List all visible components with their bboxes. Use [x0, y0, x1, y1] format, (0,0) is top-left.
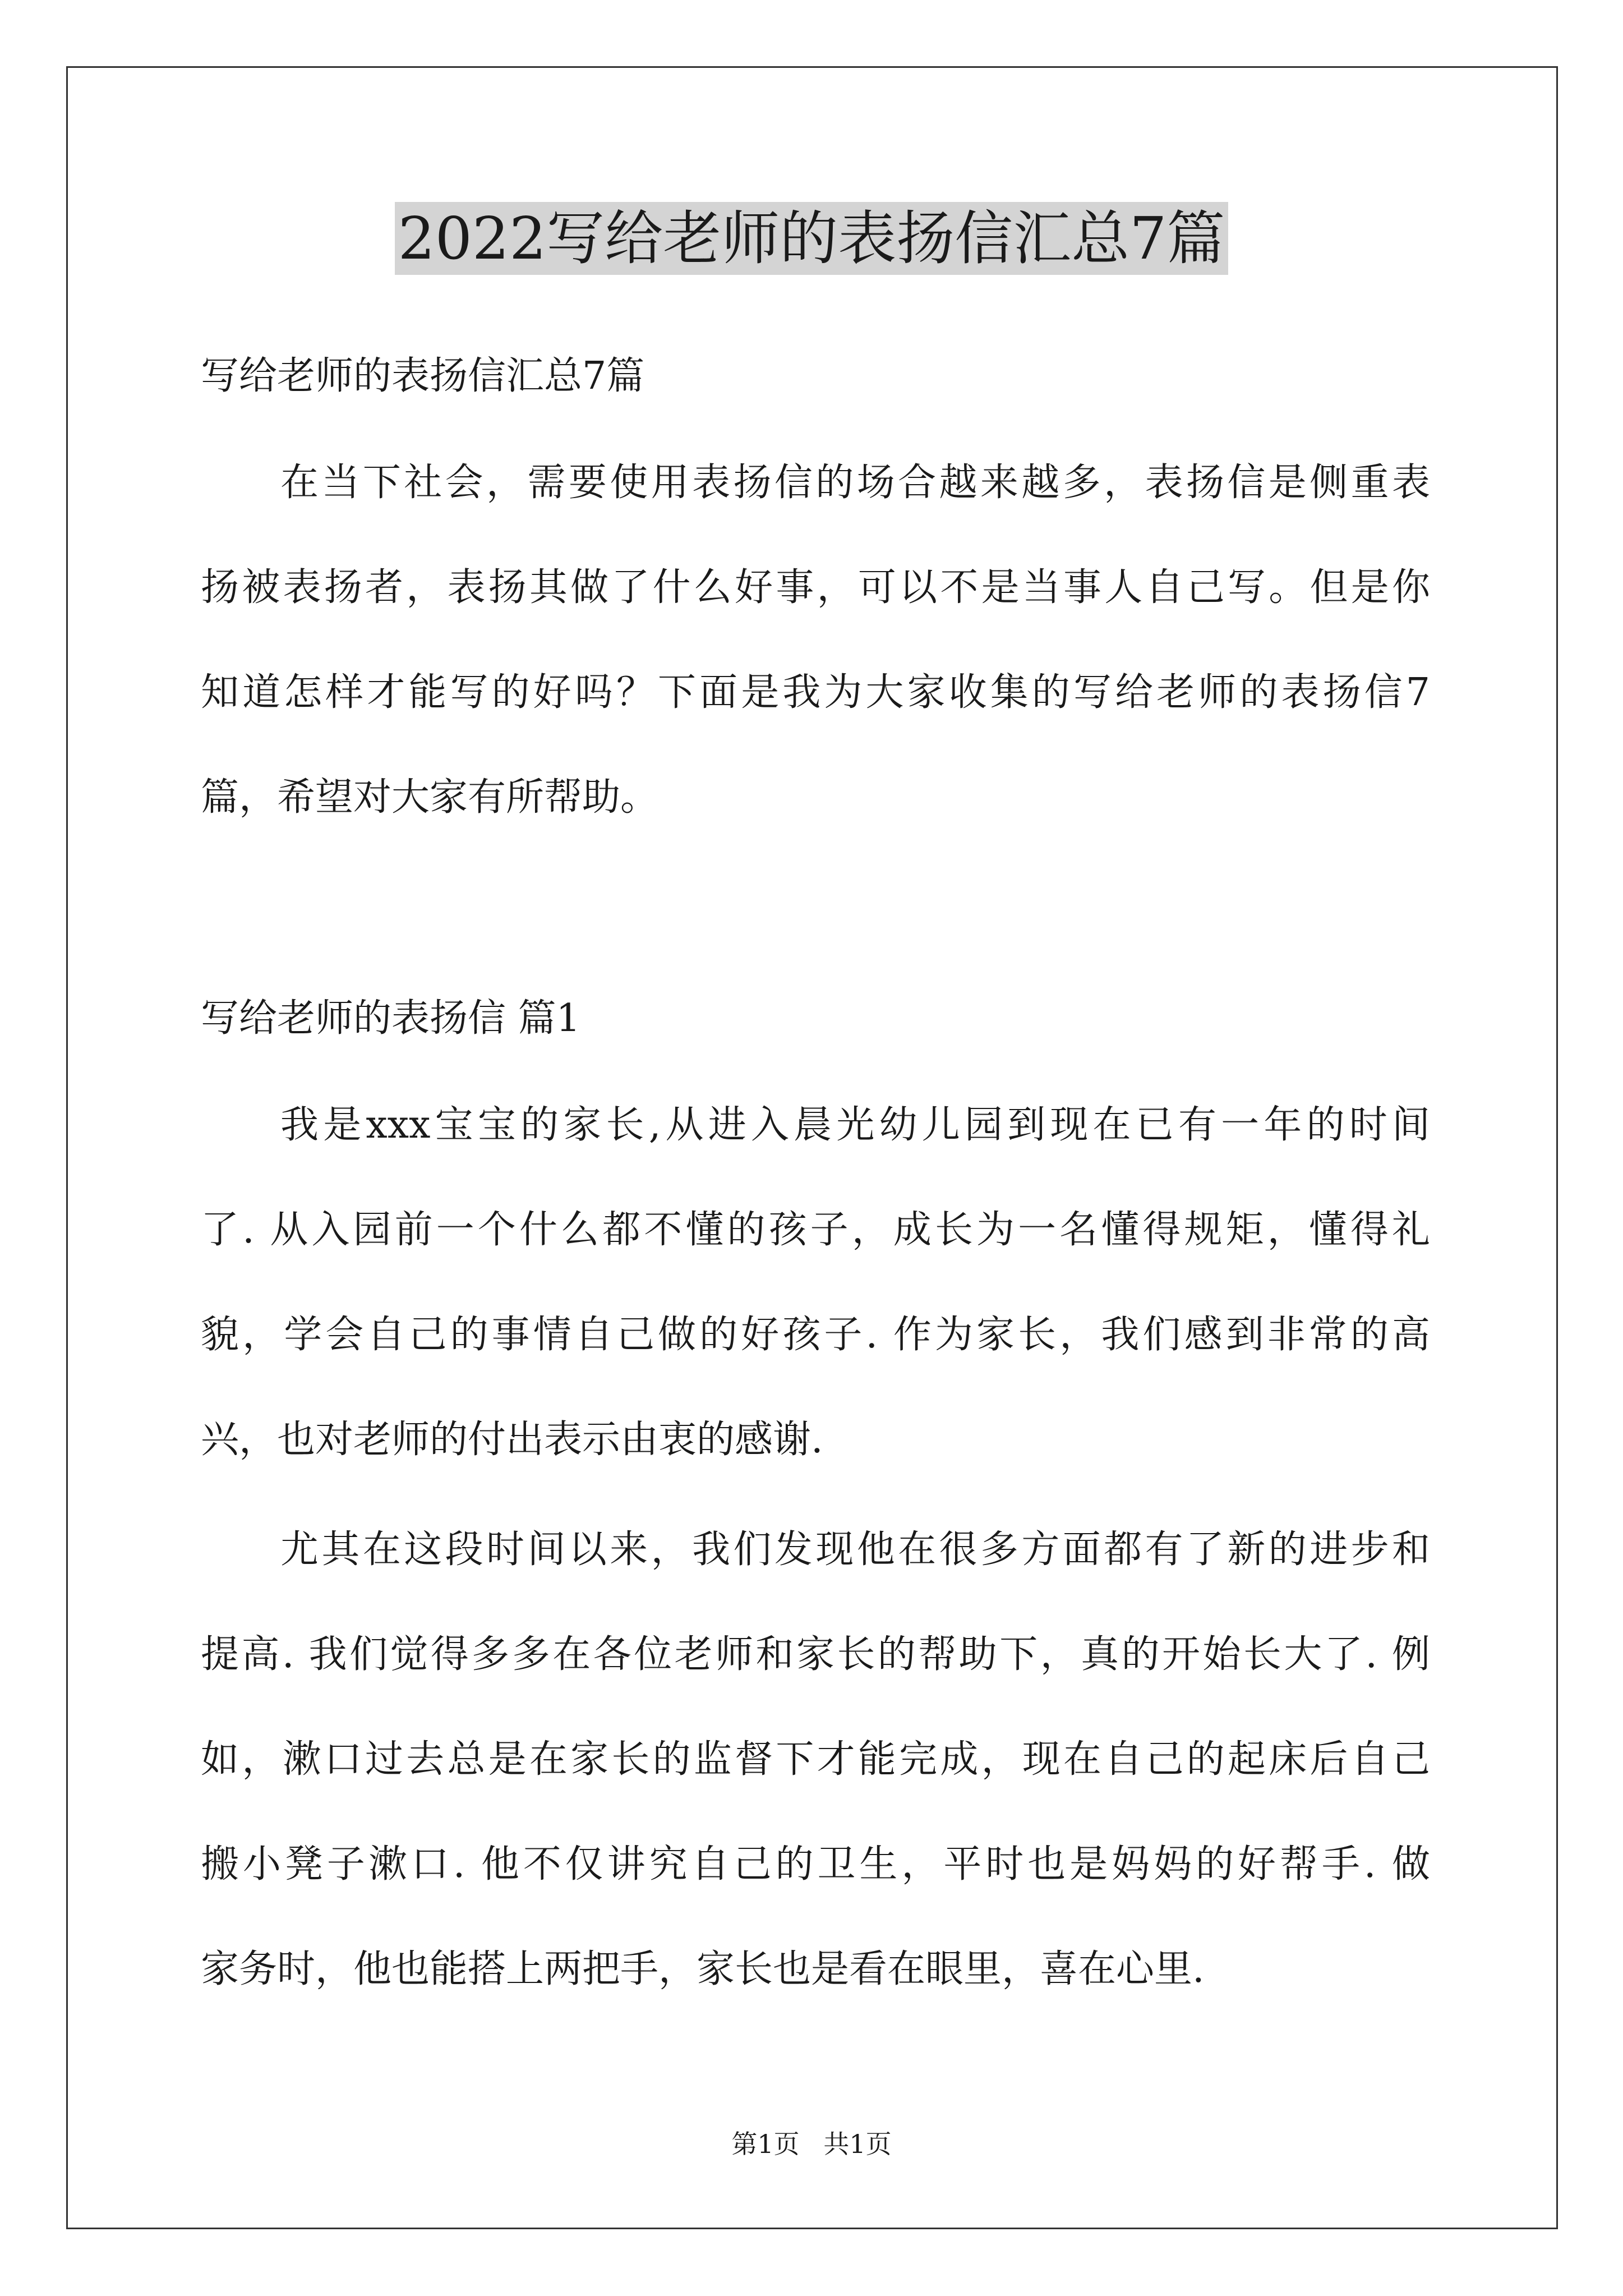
page-footer	[0, 2127, 1623, 2161]
document-subtitle: 写给老师的表扬信汇总7篇	[201, 354, 645, 398]
page-number: 第1页	[731, 2129, 800, 2159]
para2-line-2: 提高. 我们觉得多多在各位老师和家长的帮助下，真的开始长大了. 例	[201, 1632, 1430, 1677]
para2-line-4: 搬小凳子漱口. 他不仅讲究自己的卫生，平时也是妈妈的好帮手. 做	[201, 1842, 1430, 1887]
para2-line-3: 如，漱口过去总是在家长的监督下才能完成，现在自己的起床后自己	[201, 1737, 1430, 1782]
para1-line-4: 兴，也对老师的付出表示由衷的感谢.	[201, 1418, 823, 1462]
intro-line-4: 篇，希望对大家有所帮助。	[201, 775, 659, 820]
intro-line-2: 扬被表扬者，表扬其做了什么好事，可以不是当事人自己写。但是你	[201, 565, 1430, 610]
document-title	[0, 199, 1623, 278]
document-title-text: 2022写给老师的表扬信汇总7篇	[395, 202, 1229, 275]
para2-line-1: 尤其在这段时间以来，我们发现他在很多方面都有了新的进步和	[280, 1527, 1430, 1572]
para1-line-2: 了. 从入园前一个什么都不懂的孩子，成长为一名懂得规矩，懂得礼	[201, 1208, 1430, 1252]
para1-line-3: 貌，学会自己的事情自己做的好孩子. 作为家长，我们感到非常的高	[201, 1313, 1430, 1357]
section-heading: 写给老师的表扬信 篇1	[201, 996, 580, 1041]
para2-line-5: 家务时，他也能搭上两把手，家长也是看在眼里，喜在心里.	[201, 1947, 1205, 1991]
para1-line-1: 我是xxx宝宝的家长,从进入晨光幼儿园到现在已有一年的时间	[280, 1103, 1430, 1147]
intro-line-1: 在当下社会，需要使用表扬信的场合越来越多，表扬信是侧重表	[280, 461, 1430, 505]
page-total: 共1页	[823, 2129, 892, 2159]
intro-line-3: 知道怎样才能写的好吗？下面是我为大家收集的写给老师的表扬信7	[201, 670, 1430, 715]
